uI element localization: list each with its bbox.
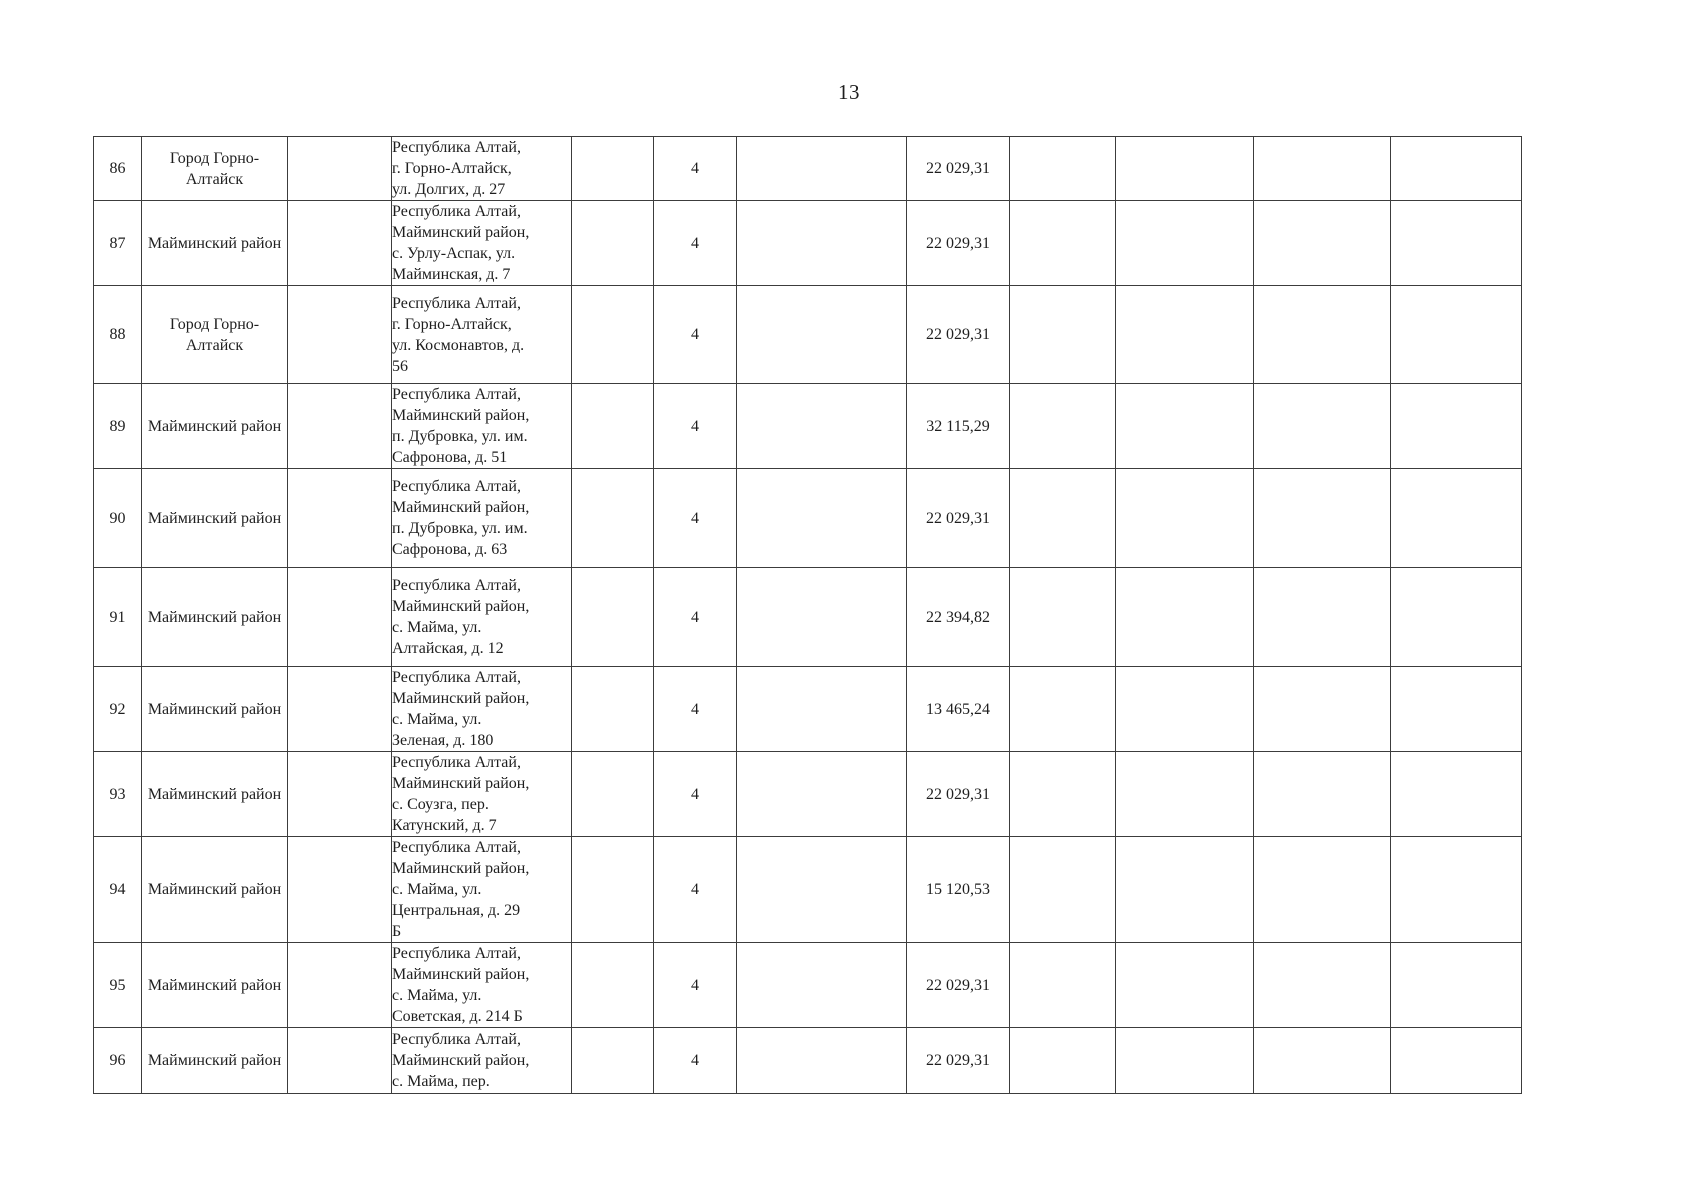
empty-cell: [737, 943, 907, 1028]
quantity-cell: 4: [654, 1028, 737, 1094]
table-row: [94, 469, 1522, 568]
empty-cell: [1010, 943, 1116, 1028]
quantity-cell: 4: [654, 201, 737, 286]
empty-cell: [1391, 943, 1522, 1028]
address-cell: [392, 943, 572, 1028]
empty-cell: [1254, 137, 1391, 201]
empty-cell: [288, 137, 392, 201]
address-line: Майминский район,: [392, 860, 530, 877]
address-line: Б: [392, 923, 402, 940]
address-line: ул. Долгих, д. 27: [392, 181, 506, 198]
empty-cell: [572, 837, 654, 943]
row-number-cell: 95: [94, 943, 142, 1028]
empty-cell: [288, 201, 392, 286]
table-row: [94, 201, 1522, 286]
empty-cell: [1116, 201, 1254, 286]
address-line: Майминский район,: [392, 598, 530, 615]
address-line: Алтайская, д. 12: [392, 640, 504, 657]
district-cell: Майминский район: [142, 837, 288, 943]
address-cell: [392, 568, 572, 667]
address-line: Майминская, д. 7: [392, 266, 511, 283]
district-cell: Майминский район: [142, 384, 288, 469]
empty-cell: [1254, 837, 1391, 943]
address-cell: [392, 752, 572, 837]
quantity-cell: 4: [654, 943, 737, 1028]
registry-table: [93, 136, 1522, 1094]
empty-cell: [1010, 752, 1116, 837]
empty-cell: [288, 469, 392, 568]
address-cell: [392, 201, 572, 286]
empty-cell: [572, 286, 654, 384]
empty-cell: [1116, 752, 1254, 837]
page-number: 13: [838, 80, 860, 104]
empty-cell: [1391, 286, 1522, 384]
address-line: Республика Алтай,: [392, 669, 521, 686]
table-row: [94, 384, 1522, 469]
address-line: Майминский район,: [392, 775, 530, 792]
row-number-cell: 96: [94, 1028, 142, 1094]
empty-cell: [572, 568, 654, 667]
empty-cell: [1391, 837, 1522, 943]
address-line: с. Майма, ул.: [392, 987, 482, 1004]
address-cell: [392, 137, 572, 201]
address-line: Майминский район,: [392, 407, 530, 424]
table-row: [94, 1028, 1522, 1094]
address-line: Республика Алтай,: [392, 839, 521, 856]
district-cell: Майминский район: [142, 1028, 288, 1094]
empty-cell: [1254, 752, 1391, 837]
row-number-cell: 89: [94, 384, 142, 469]
empty-cell: [288, 286, 392, 384]
empty-cell: [288, 943, 392, 1028]
row-number-cell: 86: [94, 137, 142, 201]
empty-cell: [1116, 384, 1254, 469]
empty-cell: [1116, 667, 1254, 752]
row-number-cell: 88: [94, 286, 142, 384]
empty-cell: [737, 286, 907, 384]
table-row: [94, 837, 1522, 943]
empty-cell: [1391, 201, 1522, 286]
address-cell: [392, 384, 572, 469]
empty-cell: [1254, 469, 1391, 568]
address-line: Республика Алтай,: [392, 294, 521, 312]
address-line: Республика Алтай,: [392, 478, 521, 495]
address-line: с. Майма, ул.: [392, 619, 482, 636]
empty-cell: [1116, 286, 1254, 384]
empty-cell: [737, 137, 907, 201]
row-number-cell: 93: [94, 752, 142, 837]
address-line: п. Дубровка, ул. им.: [392, 520, 528, 537]
empty-cell: [1391, 568, 1522, 667]
empty-cell: [737, 469, 907, 568]
empty-cell: [288, 752, 392, 837]
quantity-cell: 4: [654, 752, 737, 837]
empty-cell: [1010, 384, 1116, 469]
district-cell: Майминский район: [142, 667, 288, 752]
address-line: Республика Алтай,: [392, 203, 521, 220]
empty-cell: [1391, 667, 1522, 752]
address-line: Сафронова, д. 51: [392, 449, 508, 466]
empty-cell: [1010, 667, 1116, 752]
empty-cell: [572, 201, 654, 286]
address-line: Республика Алтай,: [392, 945, 521, 962]
empty-cell: [572, 752, 654, 837]
address-line: с. Урлу-Аспак, ул.: [392, 245, 516, 262]
address-line: Зеленая, д. 180: [392, 732, 494, 749]
address-line: Майминский район,: [392, 499, 530, 516]
cost-cell: 22 029,31: [907, 1028, 1010, 1094]
address-line: Майминский район,: [392, 224, 530, 241]
empty-cell: [1010, 568, 1116, 667]
district-cell: Майминский район: [142, 568, 288, 667]
table-row: [94, 286, 1522, 384]
address-cell: [392, 1028, 572, 1094]
cost-cell: 22 029,31: [907, 943, 1010, 1028]
address-line: 56: [392, 357, 408, 375]
empty-cell: [288, 667, 392, 752]
empty-cell: [572, 137, 654, 201]
empty-cell: [737, 752, 907, 837]
table-row: [94, 137, 1522, 201]
empty-cell: [1010, 837, 1116, 943]
quantity-cell: 4: [654, 667, 737, 752]
district-cell: Майминский район: [142, 201, 288, 286]
empty-cell: [572, 469, 654, 568]
address-line: г. Горно-Алтайск,: [392, 315, 512, 333]
cost-cell: 15 120,53: [907, 837, 1010, 943]
empty-cell: [1391, 1028, 1522, 1094]
empty-cell: [1254, 667, 1391, 752]
row-number-cell: 87: [94, 201, 142, 286]
quantity-cell: 4: [654, 568, 737, 667]
empty-cell: [1391, 469, 1522, 568]
district-cell: Майминский район: [142, 469, 288, 568]
cost-cell: 22 029,31: [907, 137, 1010, 201]
empty-cell: [737, 837, 907, 943]
cost-cell: 22 029,31: [907, 469, 1010, 568]
empty-cell: [572, 1028, 654, 1094]
quantity-cell: 4: [654, 469, 737, 568]
empty-cell: [1116, 469, 1254, 568]
district-cell: Майминский район: [142, 943, 288, 1028]
cost-cell: 22 394,82: [907, 568, 1010, 667]
address-cell: [392, 469, 572, 568]
empty-cell: [737, 1028, 907, 1094]
address-line: Республика Алтай,: [392, 754, 521, 771]
address-line: с. Майма, ул.: [392, 881, 482, 898]
table-row: [94, 667, 1522, 752]
address-line: Майминский район,: [392, 1052, 530, 1069]
address-cell: [392, 286, 572, 384]
row-number-cell: 91: [94, 568, 142, 667]
empty-cell: [1116, 568, 1254, 667]
empty-cell: [1010, 137, 1116, 201]
empty-cell: [288, 384, 392, 469]
address-line: Майминский район,: [392, 690, 530, 707]
address-line: Центральная, д. 29: [392, 902, 521, 919]
address-line: с. Соузга, пер.: [392, 796, 489, 813]
address-line: Республика Алтай,: [392, 577, 521, 594]
empty-cell: [1116, 837, 1254, 943]
cost-cell: 13 465,24: [907, 667, 1010, 752]
registry-table-body: [94, 137, 1522, 1094]
address-line: Республика Алтай,: [392, 1031, 521, 1048]
empty-cell: [1391, 752, 1522, 837]
empty-cell: [1010, 201, 1116, 286]
empty-cell: [1010, 1028, 1116, 1094]
cost-cell: 22 029,31: [907, 286, 1010, 384]
empty-cell: [572, 943, 654, 1028]
district-cell: Город Горно-Алтайск: [142, 137, 288, 201]
address-line: Республика Алтай,: [392, 386, 521, 403]
table-row: [94, 752, 1522, 837]
address-line: Катунский, д. 7: [392, 817, 497, 834]
empty-cell: [572, 667, 654, 752]
address-line: ул. Космонавтов, д.: [392, 336, 525, 354]
quantity-cell: 4: [654, 286, 737, 384]
district-cell: Город Горно-Алтайск: [142, 286, 288, 384]
empty-cell: [1010, 286, 1116, 384]
cost-cell: 32 115,29: [907, 384, 1010, 469]
empty-cell: [1116, 137, 1254, 201]
row-number-cell: 92: [94, 667, 142, 752]
empty-cell: [1254, 384, 1391, 469]
empty-cell: [1391, 137, 1522, 201]
cost-cell: 22 029,31: [907, 201, 1010, 286]
empty-cell: [1254, 1028, 1391, 1094]
address-line: Сафронова, д. 63: [392, 541, 508, 558]
empty-cell: [1116, 1028, 1254, 1094]
empty-cell: [737, 384, 907, 469]
empty-cell: [1254, 568, 1391, 667]
address-cell: [392, 667, 572, 752]
district-cell: Майминский район: [142, 752, 288, 837]
address-cell: [392, 837, 572, 943]
empty-cell: [737, 568, 907, 667]
empty-cell: [1254, 201, 1391, 286]
empty-cell: [1391, 384, 1522, 469]
empty-cell: [737, 201, 907, 286]
address-line: г. Горно-Алтайск,: [392, 160, 512, 177]
empty-cell: [1010, 469, 1116, 568]
quantity-cell: 4: [654, 137, 737, 201]
empty-cell: [1116, 943, 1254, 1028]
quantity-cell: 4: [654, 384, 737, 469]
address-line: Советская, д. 214 Б: [392, 1008, 523, 1025]
address-line: Майминский район,: [392, 966, 530, 983]
cost-cell: 22 029,31: [907, 752, 1010, 837]
empty-cell: [572, 384, 654, 469]
empty-cell: [737, 667, 907, 752]
table-row: [94, 568, 1522, 667]
empty-cell: [1254, 943, 1391, 1028]
address-line: п. Дубровка, ул. им.: [392, 428, 528, 445]
empty-cell: [288, 837, 392, 943]
address-line: с. Майма, ул.: [392, 711, 482, 728]
address-line: с. Майма, пер.: [392, 1073, 490, 1090]
address-line: Республика Алтай,: [392, 139, 521, 156]
row-number-cell: 90: [94, 469, 142, 568]
quantity-cell: 4: [654, 837, 737, 943]
table-row: [94, 943, 1522, 1028]
empty-cell: [288, 1028, 392, 1094]
empty-cell: [1254, 286, 1391, 384]
row-number-cell: 94: [94, 837, 142, 943]
empty-cell: [288, 568, 392, 667]
